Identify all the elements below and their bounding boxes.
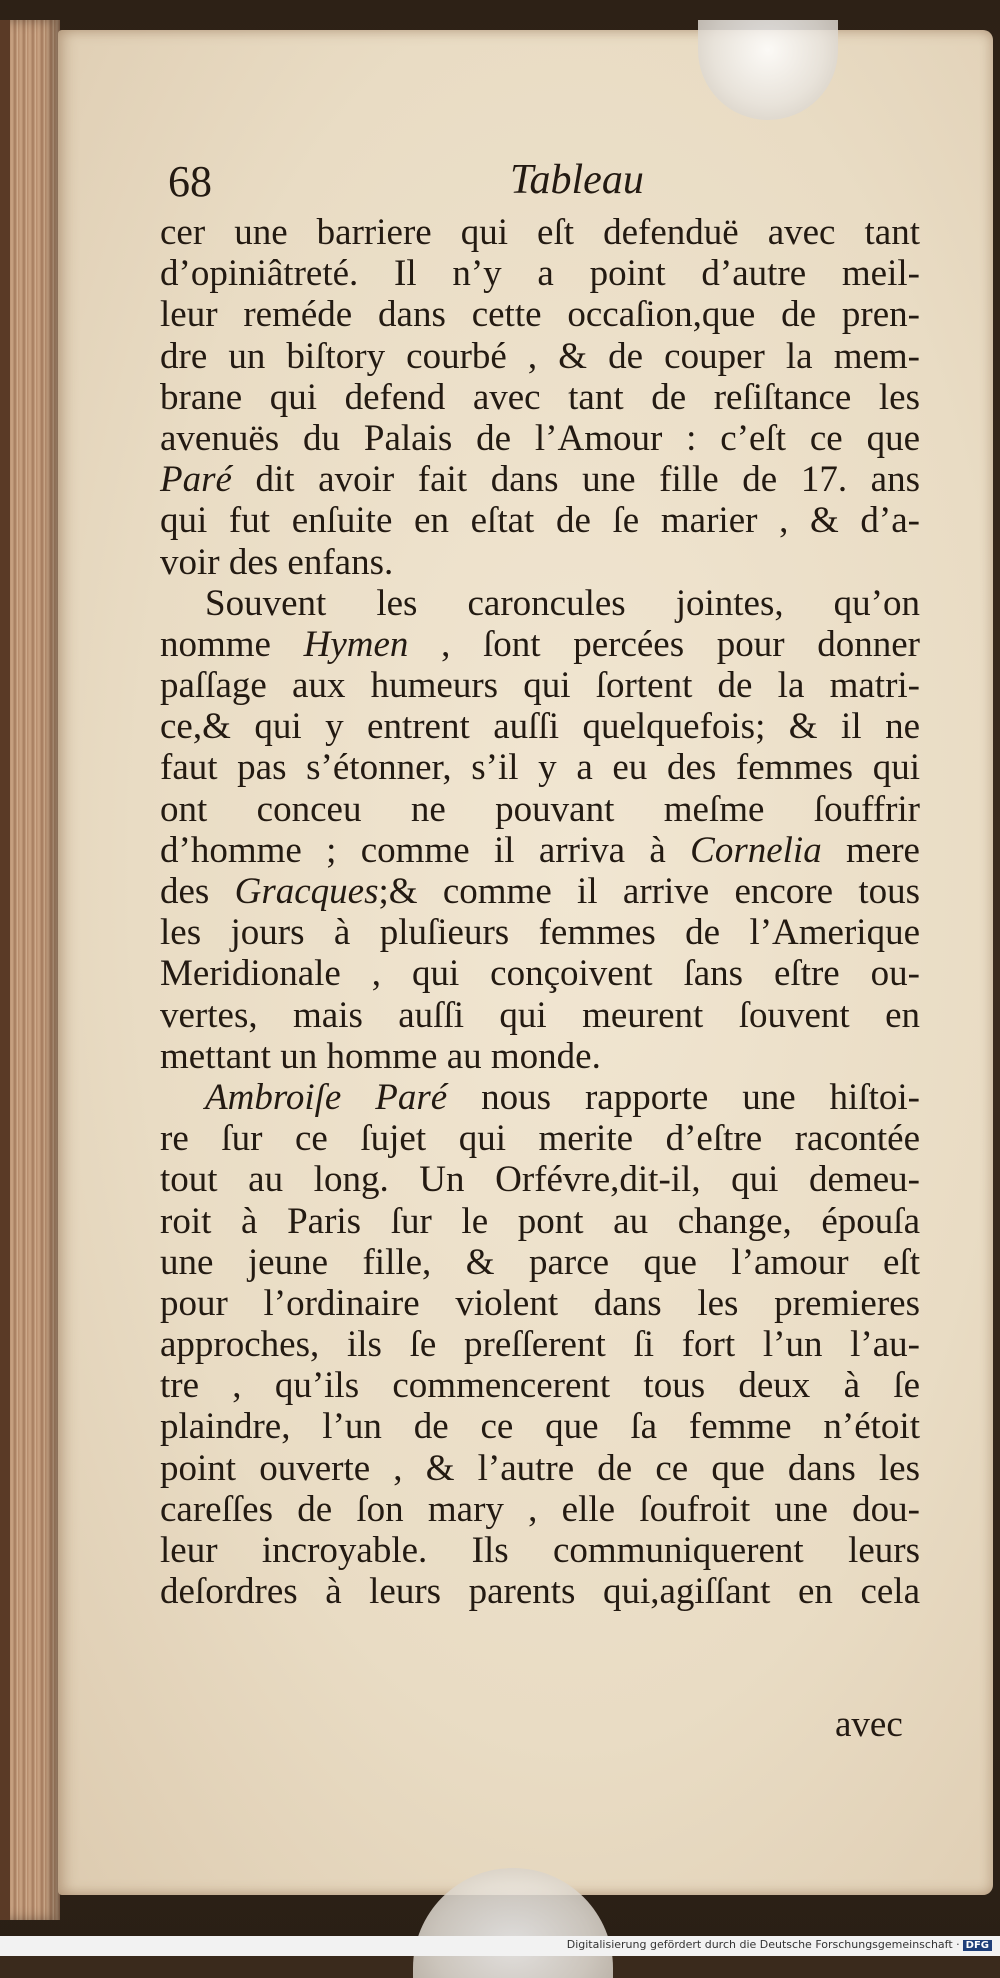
page-text-block (160, 150, 920, 1612)
text-segment: voir des enfans. (160, 541, 394, 583)
footer-credit-text: Digitalisierung gefördert durch die Deutsche Forschungsgemeinschaft · (566, 1938, 960, 1951)
italic-text-segment: Gracques (234, 871, 379, 912)
page-number: 68 (168, 157, 212, 206)
page-header (160, 150, 920, 212)
text-line (160, 542, 920, 583)
text-segment: d’homme ; comme il arriva à (160, 829, 691, 871)
text-segment: brane qui defend avec tant de reſiſtance les (160, 376, 920, 418)
text-segment: Souvent les caroncules jointes, qu’on (205, 582, 920, 624)
text-segment: nomme (160, 623, 304, 665)
text-line (160, 1159, 920, 1200)
text-segment: careſſes de ſon mary , elle ſoufroit une dou- (160, 1488, 920, 1530)
italic-text-segment: Ambroiſe Paré (205, 1076, 448, 1118)
text-segment: vertes, mais auſſi qui meurent ſouvent en (160, 994, 920, 1036)
text-line (160, 459, 920, 500)
text-line (160, 624, 920, 665)
text-line (160, 1077, 920, 1118)
text-line (160, 1242, 920, 1283)
italic-text-segment: Cornelia (690, 829, 822, 871)
text-segment: dit avoir fait dans une fille de 17. ans (231, 459, 920, 501)
text-line (160, 1530, 920, 1571)
text-line (160, 912, 920, 953)
text-line (160, 1489, 920, 1530)
text-line (160, 1283, 920, 1324)
text-line (160, 789, 920, 830)
italic-text-segment: Paré (160, 459, 232, 501)
text-segment: tout au long. Un Orfévre,dit-il, qui demeu- (160, 1159, 920, 1201)
text-line (160, 1406, 920, 1447)
text-segment: tre , qu’ils commencerent tous deux à ſe (160, 1365, 920, 1407)
text-line (160, 294, 920, 335)
running-head: Tableau (510, 157, 644, 203)
text-line (160, 1036, 920, 1077)
text-segment: une jeune fille, & parce que l’amour eſt (160, 1241, 920, 1283)
text-segment: des (160, 871, 235, 912)
text-line (160, 1118, 920, 1159)
text-line (160, 1201, 920, 1242)
text-segment: nous rapporte une hiſtoi- (447, 1076, 920, 1118)
text-line (160, 1365, 920, 1406)
italic-text-segment: Hymen (303, 623, 409, 665)
book-spine-shadow (0, 20, 10, 1920)
text-segment: deſordres à leurs parents qui,agiſſant en cela (160, 1571, 920, 1613)
text-segment: pour l’ordinaire violent dans les premieres (160, 1282, 920, 1324)
text-line (160, 418, 920, 459)
text-segment: roit à Paris ſur le pont au change, épouſa (160, 1200, 920, 1242)
text-line (160, 336, 920, 377)
text-line (160, 953, 920, 994)
text-line (160, 1324, 920, 1365)
text-line (160, 747, 920, 788)
text-segment: qui fut enſuite en eſtat de ſe marier , & d’a- (160, 500, 920, 542)
catchword: avec (835, 1704, 903, 1745)
text-segment: plaindre, l’un de ce que ſa femme n’étoit (160, 1406, 920, 1448)
text-segment: mettant un homme au monde. (160, 1035, 601, 1077)
text-segment: re ſur ce ſujet qui merite d’eſtre racontée (160, 1118, 920, 1160)
text-segment: avenuës du Palais de l’Amour : c’eſt ce que (160, 417, 920, 459)
text-segment: dre un biſtory courbé , & de couper la mem- (160, 335, 920, 377)
text-line (160, 706, 920, 747)
text-segment: ;& comme il arrive encore tous (378, 871, 921, 912)
digitization-footer (0, 1936, 1000, 1956)
text-line (160, 500, 920, 541)
dfg-logo: DFG (963, 1940, 992, 1951)
text-line (160, 583, 920, 624)
text-line (160, 665, 920, 706)
footer-credit-line (567, 1938, 992, 1951)
text-segment: point ouverte , & l’autre de ce que dans les (160, 1447, 920, 1489)
text-segment: leur reméde dans cette occaſion,que de pren- (160, 294, 920, 336)
text-segment: Meridionale , qui conçoivent ſans eſtre ou- (160, 953, 920, 995)
text-segment: cer une barriere qui eſt defenduë avec tant (160, 212, 920, 253)
text-segment: faut pas s’étonner, s’il y a eu des femmes qui (160, 747, 920, 789)
text-line (160, 995, 920, 1036)
text-line (160, 212, 920, 253)
text-segment: paſſage aux humeurs qui ſortent de la matri- (160, 665, 920, 707)
text-segment: leur incroyable. Ils communiquerent leurs (160, 1530, 920, 1571)
page-clamp-top (698, 20, 838, 120)
text-segment: ont conceu ne pouvant meſme ſouffrir (160, 788, 920, 830)
text-segment: approches, ils ſe preſſerent ſi fort l’un l’au- (160, 1324, 920, 1366)
text-segment: les jours à pluſieurs femmes de l’Amerique (160, 912, 920, 954)
text-line (160, 377, 920, 418)
text-segment: d’opiniâtreté. Il n’y a point d’autre meil- (160, 253, 920, 295)
page-clamp-bottom (413, 1868, 613, 1978)
text-segment: mere (821, 829, 920, 871)
text-segment: ce,& qui y entrent auſſi quelquefois; & il ne (160, 706, 920, 748)
text-segment: , ſont percées pour donner (408, 623, 920, 665)
text-line (160, 830, 920, 871)
body-text (160, 212, 920, 1612)
text-line (160, 1448, 920, 1489)
text-line (160, 871, 920, 912)
text-line (160, 253, 920, 294)
text-line (160, 1571, 920, 1612)
